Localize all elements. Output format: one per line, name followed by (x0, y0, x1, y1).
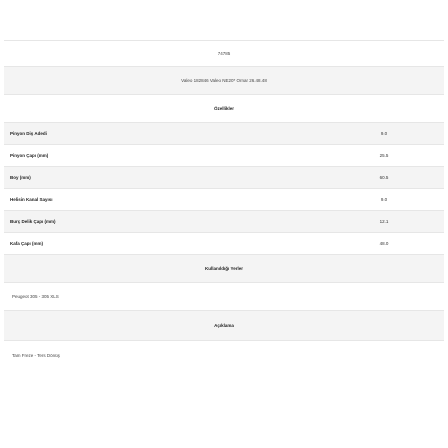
spec-row (4, 210, 444, 232)
usage-row (4, 282, 444, 310)
usage-header-row (4, 254, 444, 282)
spec-name: Kafa Çapı (mm) (10, 241, 44, 246)
spec-value: 60.5 (379, 175, 389, 180)
spec-row (4, 232, 444, 254)
description-row (4, 340, 444, 370)
spec-value: 25.5 (379, 153, 389, 158)
usage-text: Peugeot 305 - 305 XLS (12, 294, 59, 299)
spec-row (4, 166, 444, 188)
spec-row (4, 122, 444, 144)
spec-name: Burç Delik Çapı (mm) (10, 219, 56, 224)
description-title: Açıklama (214, 323, 234, 328)
spec-name: Boy (mm) (10, 175, 31, 180)
spec-name: Pinyon Diş Adedi (10, 131, 47, 136)
spec-value: 48.0 (379, 241, 389, 246)
cross-reference-row (4, 66, 444, 94)
product-detail-panel (4, 40, 444, 370)
specs-title: Özellikler (213, 106, 234, 111)
product-code: 74785 (217, 51, 231, 56)
usage-title: Kullanıldığı Yerler (205, 266, 243, 271)
description-header-row (4, 310, 444, 340)
spec-row (4, 144, 444, 166)
spec-name: Helisin Kanal Sayısı (10, 197, 53, 202)
description-text: Tam Freze - Ters Dönüş (12, 353, 60, 358)
spec-value: 9.0 (380, 197, 388, 202)
spec-value: 12.1 (379, 219, 389, 224)
spec-value: 9.0 (380, 131, 388, 136)
specs-header-row (4, 94, 444, 122)
cross-references: Valeo 182846 Valeo NE20* Ornar 26.48.48 (181, 78, 267, 83)
spec-name: Pinyon Çapı (mm) (10, 153, 49, 158)
product-code-row (4, 40, 444, 66)
spec-row (4, 188, 444, 210)
